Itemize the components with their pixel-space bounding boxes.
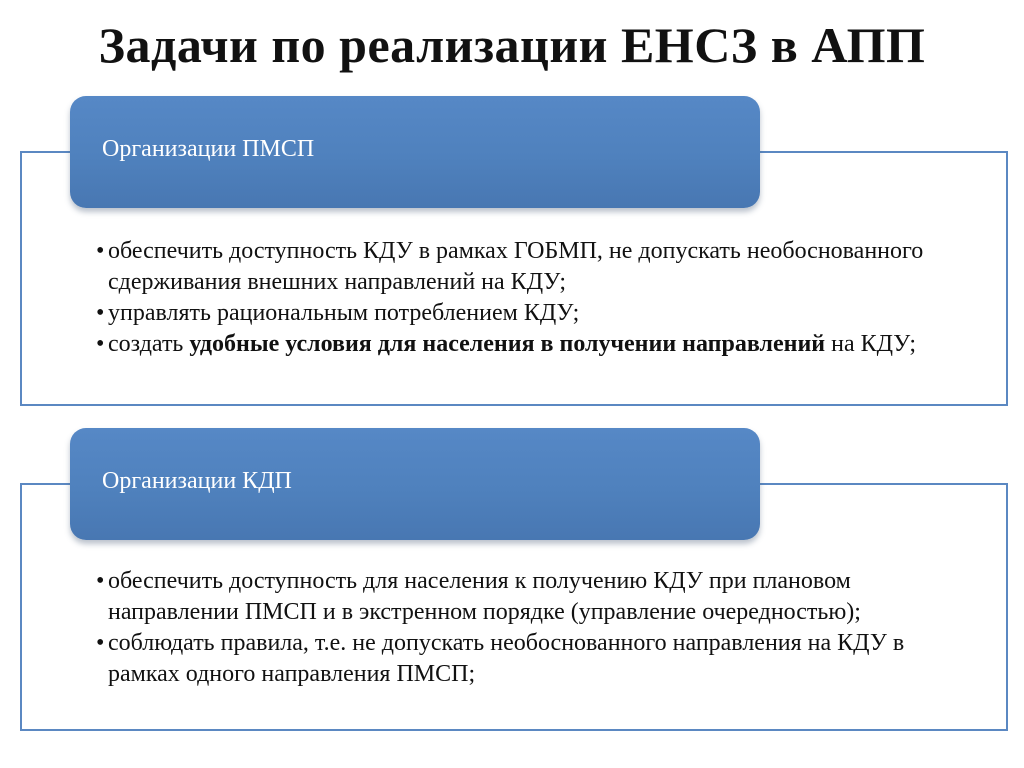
item-text: соблюдать правила, т.е. не допускать необоснованного направления на КДУ в рамках одного направления ПМСП; bbox=[108, 630, 905, 687]
section-header-kdp bbox=[70, 428, 760, 540]
bullet-icon: • bbox=[96, 568, 105, 594]
bullet-icon: • bbox=[96, 630, 105, 656]
item-text: управлять рациональным потреблением КДУ; bbox=[108, 300, 580, 326]
slide-title: Задачи по реализации ЕНСЗ в АПП bbox=[98, 17, 926, 73]
section-body-kdp bbox=[98, 566, 978, 690]
section-header-pmsp bbox=[70, 96, 760, 208]
bullet-icon: • bbox=[96, 238, 105, 264]
section-header-label: Организации КДП bbox=[102, 468, 292, 494]
section-body-pmsp bbox=[98, 236, 978, 360]
section-header-label: Организации ПМСП bbox=[102, 136, 315, 162]
list-item bbox=[98, 566, 978, 628]
list-item bbox=[98, 298, 978, 329]
item-text: на КДУ; bbox=[825, 331, 917, 357]
item-text: обеспечить доступность для населения к получению КДУ при плановом направлении ПМСП и в экстренном порядке (управление очередностью); bbox=[108, 568, 861, 625]
list-item bbox=[98, 329, 978, 360]
emphasis-text: удобные условия для населения в получении направлений bbox=[189, 331, 826, 357]
item-text: создать bbox=[108, 331, 190, 357]
list-item bbox=[98, 236, 978, 298]
bullet-icon: • bbox=[96, 300, 105, 326]
bullet-icon: • bbox=[96, 331, 105, 357]
list-item bbox=[98, 628, 978, 690]
item-text: обеспечить доступность КДУ в рамках ГОБМП, не допускать необоснованного сдерживания внешних направлений на КДУ; bbox=[108, 238, 924, 295]
